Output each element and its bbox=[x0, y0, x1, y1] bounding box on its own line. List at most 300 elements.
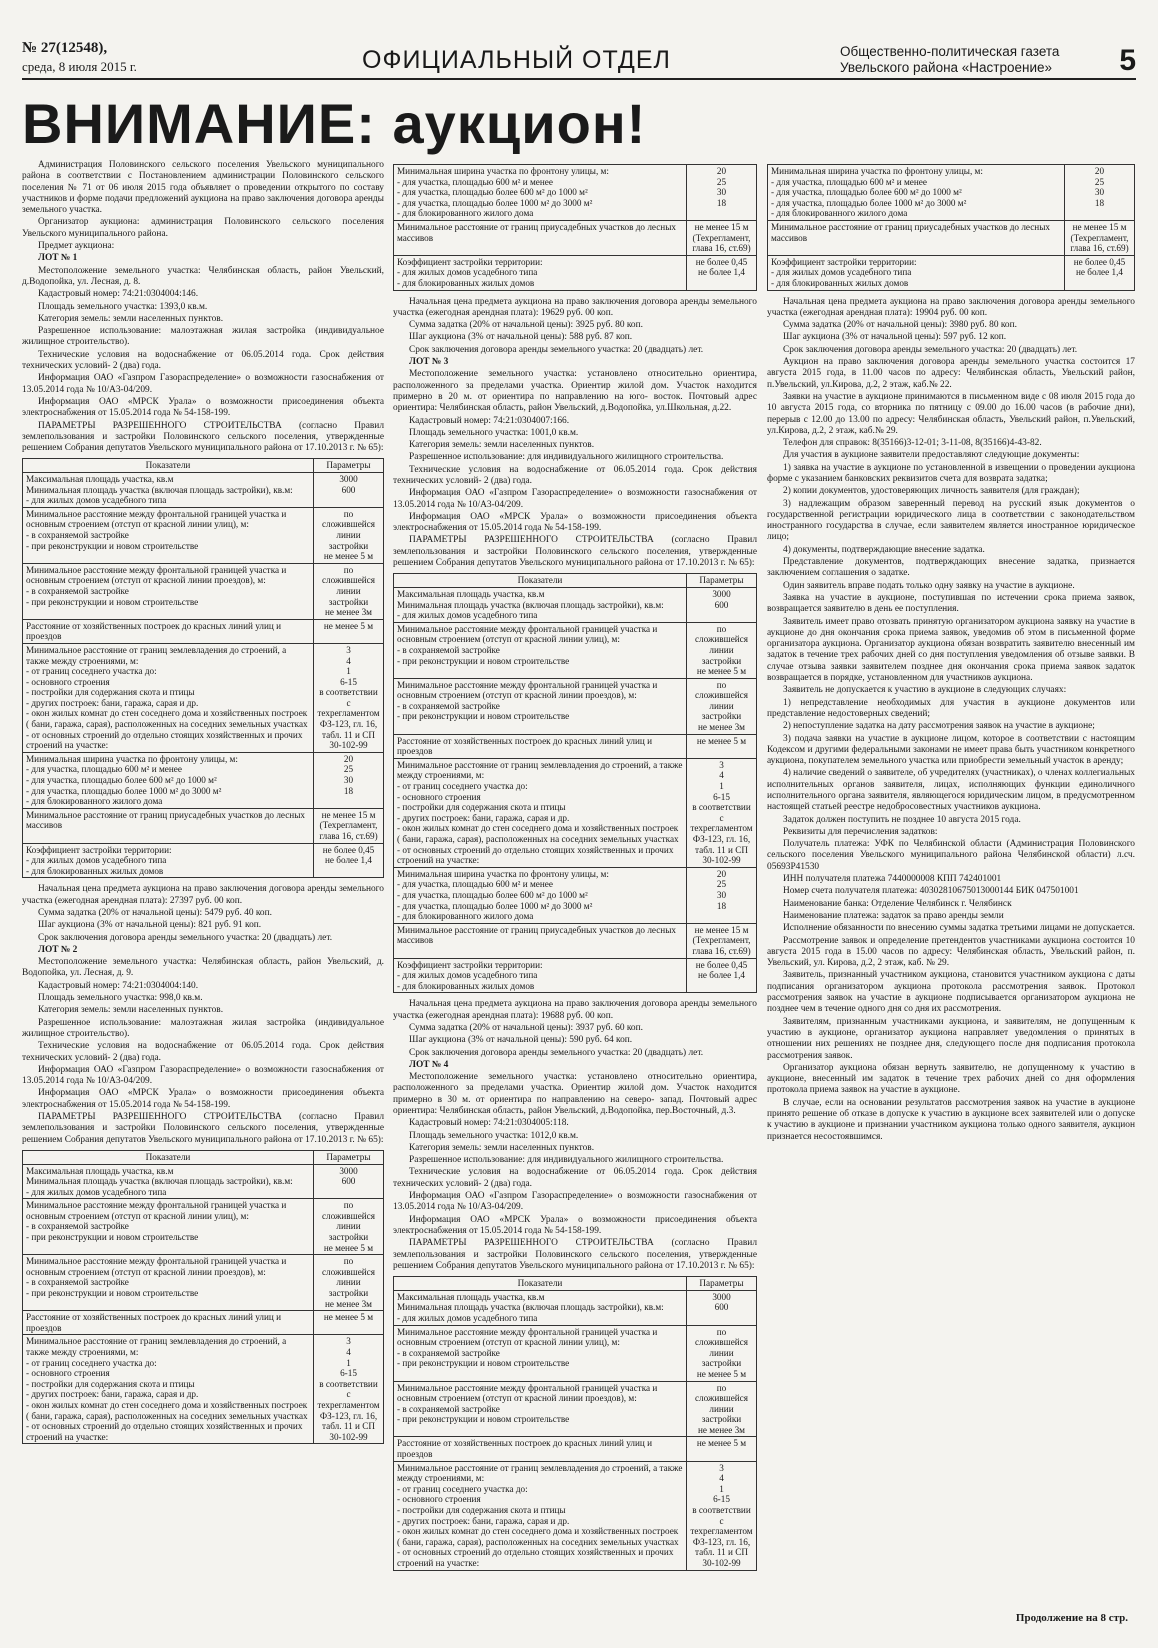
table-cell-line: - для участка, площадью более 1000 м² до 3000 м² bbox=[397, 197, 593, 208]
table-value-cell bbox=[687, 1325, 757, 1381]
table-cell-line: не менее 5 м bbox=[323, 1312, 374, 1323]
paper-name-line2: Увельского района «Настроение» bbox=[840, 60, 1053, 75]
table-cell-line: - для участка, площадью 600 м² и менее bbox=[26, 764, 182, 775]
auction-paragraph: 4) наличие сведений о заявителе, об учредителях (участниках), о членах коллегиальных исполнительных органов заявителя, лицах, исполняющих функции единоличного исполнительного органа заявителя, являющегося юридическим лицом, в предусмотренном настоящей статьей реестре недобросовестных участников аукциона. bbox=[767, 768, 1135, 813]
table-cell-line: 600 bbox=[714, 1302, 729, 1313]
table-row bbox=[394, 1290, 757, 1325]
table-cell-line: Минимальное расстояние между фронтальной границей участка и основным строением (отступ от красной линии проездов), м: bbox=[397, 1382, 658, 1404]
table-cell-line: - окон жилых комнат до стен соседнего дома и хозяйственных построек ( бани, гаража, сарая), расположенных на соседних земельных участках bbox=[397, 1526, 679, 1547]
table-cell-line: не менее 5 м bbox=[696, 1368, 747, 1379]
table-cell-line: 3000 bbox=[339, 1165, 358, 1176]
issue-number: № 27(12548), bbox=[22, 40, 108, 56]
table-row bbox=[23, 563, 384, 619]
table-row bbox=[768, 220, 1135, 255]
deposit-paragraph: Сумма задатка (20% от начальной цены): 3925 руб. 80 коп. bbox=[409, 320, 643, 331]
auction-paragraph: 3) подача заявки на участие в аукционе лицом, которое в соответствии с настоящим Кодексом и другими федеральными законами не имеет права быть участником конкретного аукциона, покупателем земельного участка или приобрести земельный участок в аренду; bbox=[767, 733, 1135, 767]
price-paragraph: Начальная цена предмета аукциона на право заключения договора аренды земельного участка (ежегодная арендная плата): 19904 руб. 00 коп. bbox=[767, 296, 1135, 318]
table-label-cell bbox=[394, 1461, 687, 1570]
table-row bbox=[23, 1255, 384, 1311]
auction-paragraph: Реквизиты для перечисления задатков: bbox=[783, 826, 938, 837]
table-label-cell bbox=[768, 255, 1065, 290]
table-cell-line: Минимальная площадь участка (включая площадь застройки), кв.м: bbox=[26, 1176, 293, 1187]
table-cell-line: 6-15 bbox=[340, 676, 357, 687]
table-label-cell bbox=[394, 1325, 687, 1381]
auction-paragraph: Заявитель не допускается к участию в аукционе в следующих случаях: bbox=[783, 685, 1067, 696]
intro-paragraph: Предмет аукциона: bbox=[38, 241, 115, 252]
table-cell-line: 3 bbox=[719, 1462, 724, 1473]
table-cell-line: не менее 3м bbox=[698, 1424, 745, 1435]
table-cell-line: Минимальная ширина участка по фронтону улицы, м: bbox=[397, 166, 609, 176]
table-cell-line: Минимальная ширина участка по фронтону улицы, м: bbox=[771, 166, 983, 176]
table-cell-line: Минимальное расстояние между фронтальной границей участка и основным строением (отступ от красной линии проездов), м: bbox=[397, 679, 658, 701]
auction-paragraph: Заявителям, признанным участниками аукциона, и заявителям, не допущенным к участию в аукционе, организатор аукциона направляет уведомления о принятых в отношении них решениях не позднее дня, следующего после дня подписания протокола рассмотрения заявок. bbox=[767, 1016, 1135, 1061]
table-cell-line: Минимальная площадь участка (включая площадь застройки), кв.м: bbox=[397, 1302, 664, 1313]
table-cell-line: - постройки для содержания скота и птицы bbox=[397, 1505, 566, 1516]
auction-paragraph: Аукцион на право заключения договора аренды земельного участка состоится 17 августа 2015 года, в 11.00 часов по адресу: Челябинская область, Увельский район, п.Увельский, ул.Кирова, д.2, 2 этаж, каб.№ 22. bbox=[767, 357, 1135, 390]
table-cell-line: - основного строения bbox=[26, 676, 110, 687]
lot-paragraph: Площадь земельного участка: 1012,0 кв.м. bbox=[409, 1130, 579, 1141]
table-cell-line: 600 bbox=[714, 599, 729, 610]
table-cell-line: - в сохраняемой застройке bbox=[26, 585, 129, 596]
table-cell-line: Минимальное расстояние от границ приусадебных участков до лесных массивов bbox=[397, 221, 676, 243]
table-value-cell bbox=[314, 1199, 384, 1255]
auction-paragraph: Организатор аукциона обязан вернуть заявителю, не допущенному к участию в аукционе, внесенный им задаток в течение трех рабочих дней со дня оформления протокола приема заявок на участие в аукционе. bbox=[767, 1062, 1135, 1096]
lot-paragraph: Кадастровый номер: 74:21:0304004:146. bbox=[38, 289, 199, 300]
lot-3-after bbox=[393, 999, 757, 1058]
params-table bbox=[767, 164, 1135, 291]
table-label-cell bbox=[23, 1164, 314, 1199]
step-paragraph: Шаг аукциона (3% от начальной цены): 821 руб. 91 коп. bbox=[38, 920, 262, 931]
table-cell-line: 6-15 bbox=[713, 791, 730, 802]
table-cell-line: Коэффициент застройки территории: bbox=[771, 256, 917, 267]
intro-paragraph: Организатор аукциона: администрация Половинского сельского поселения Увельского муниципального района. bbox=[22, 217, 384, 239]
table-label-cell bbox=[394, 867, 687, 923]
table-row bbox=[23, 459, 384, 473]
table-row bbox=[23, 619, 384, 643]
table-value-cell bbox=[687, 678, 757, 734]
table-cell-line: - для жилых домов усадебного типа bbox=[26, 855, 167, 866]
table-row bbox=[394, 622, 757, 678]
table-value-cell bbox=[314, 808, 384, 843]
table-value-cell bbox=[687, 867, 757, 923]
table-cell-line: не более 0,45 bbox=[1073, 256, 1126, 267]
params-table bbox=[393, 1276, 757, 1570]
params-table bbox=[22, 1150, 384, 1444]
table-cell-line: - постройки для содержания скота и птицы bbox=[397, 802, 566, 813]
table-cell-line: Параметры bbox=[699, 575, 744, 586]
table-value-cell bbox=[687, 1290, 757, 1325]
table-cell-line: Минимальная ширина участка по фронтону улицы, м: bbox=[397, 868, 609, 879]
table-value-cell bbox=[687, 1381, 757, 1437]
lot-1-params-table bbox=[22, 458, 384, 878]
table-header-cell bbox=[687, 574, 757, 588]
term-paragraph: Срок заключения договора аренды земельного участка: 20 (двадцать) лет. bbox=[783, 344, 1078, 355]
table-value-cell bbox=[314, 1335, 384, 1444]
auction-paragraph: 2) копии документов, удостоверяющих личность заявителя (для граждан); bbox=[783, 486, 1080, 497]
table-value-cell bbox=[687, 622, 757, 678]
lot-paragraph: Информация ОАО «МРСК Урала» о возможности присоединения объекта электроснабжения от 15.05.2014 года № 54-158-199. bbox=[393, 511, 757, 534]
auction-paragraph: Заявка на участие в аукционе, поступившая по истечении срока приема заявок, возвращается заявителю в день ее поступления. bbox=[767, 592, 1135, 615]
lot-2-params-table-continued bbox=[393, 164, 757, 291]
table-cell-line: - для блокированных жилых домов bbox=[26, 865, 164, 876]
table-cell-line: Параметры bbox=[326, 460, 371, 471]
table-cell-line: 20 bbox=[343, 753, 354, 764]
table-cell-line: - при реконструкции и новом строительстве bbox=[26, 1288, 199, 1299]
lot-2-text bbox=[22, 957, 384, 1146]
table-cell-line: Показатели bbox=[145, 460, 191, 471]
table-row bbox=[23, 752, 384, 808]
params-table bbox=[393, 573, 757, 993]
column-2 bbox=[393, 160, 757, 1635]
table-cell-line: по сложившейся линии застройки bbox=[321, 508, 375, 551]
table-cell-line: Максимальная площадь участка, кв.м bbox=[26, 1165, 174, 1176]
table-cell-line: 30 bbox=[1094, 187, 1105, 198]
table-cell-line: - от границ соседнего участка до: bbox=[26, 1357, 157, 1368]
auction-paragraph: Представление документов, подтверждающих внесение задатка, признается заключением соглашения о задатке. bbox=[767, 557, 1135, 579]
table-cell-line: - для жилых домов усадебного типа bbox=[771, 267, 912, 278]
auction-paragraph: 1) заявка на участие в аукционе по установленной в извещении о проведении аукциона форме с указанием банковских реквизитов счета для возврата задатка; bbox=[767, 462, 1135, 484]
table-row bbox=[394, 165, 757, 221]
table-cell-line: Минимальное расстояние от границ приусадебных участков до лесных массивов bbox=[26, 809, 305, 831]
table-value-cell bbox=[687, 587, 757, 622]
table-cell-line: - основного строения bbox=[397, 791, 481, 802]
table-cell-line: - для жилых домов усадебного типа bbox=[397, 1312, 538, 1323]
table-cell-line: не более 1,4 bbox=[698, 267, 745, 278]
table-cell-line: Показатели bbox=[517, 1278, 563, 1289]
table-label-cell bbox=[394, 734, 687, 758]
table-cell-line: - для жилых домов усадебного типа bbox=[397, 267, 538, 278]
table-cell-line: Коэффициент застройки территории: bbox=[397, 256, 543, 267]
table-cell-line: Расстояние от хозяйственных построек до красных линий улиц и проездов bbox=[397, 735, 653, 757]
term-paragraph: Срок заключения договора аренды земельного участка: 20 (двадцать) лет. bbox=[409, 344, 704, 355]
table-row bbox=[394, 758, 757, 867]
table-label-cell bbox=[23, 507, 314, 563]
table-row bbox=[394, 923, 757, 958]
table-cell-line: Минимальное расстояние от границ приусадебных участков до лесных массивов bbox=[771, 221, 1050, 243]
table-cell-line: не менее 5 м bbox=[323, 1242, 374, 1253]
table-cell-line: - для участка, площадью более 600 м² до 1000 м² bbox=[26, 775, 217, 786]
table-cell-line: Минимальная площадь участка (включая площадь застройки), кв.м: bbox=[397, 599, 664, 610]
table-cell-line: - от границ соседнего участка до: bbox=[397, 781, 528, 792]
table-cell-line: Коэффициент застройки территории: bbox=[397, 959, 543, 970]
table-header-cell bbox=[394, 574, 687, 588]
table-cell-line: - при реконструкции и новом строительстве bbox=[26, 1232, 199, 1243]
table-cell-line: Минимальное расстояние между фронтальной границей участка и основным строением (отступ от красной линии проездов), м: bbox=[26, 1256, 287, 1277]
lot-4-after bbox=[767, 297, 1135, 356]
paper-name bbox=[840, 44, 1059, 76]
table-value-cell bbox=[687, 1437, 757, 1461]
table-cell-line: 3 bbox=[346, 1336, 351, 1347]
table-label-cell bbox=[394, 165, 687, 221]
table-cell-line: 600 bbox=[341, 1176, 356, 1187]
table-cell-line: по сложившейся линии застройки bbox=[694, 623, 748, 666]
table-cell-line: не менее 5 м bbox=[323, 551, 374, 562]
table-cell-line: - в сохраняемой застройке bbox=[26, 1221, 129, 1232]
table-value-cell bbox=[314, 843, 384, 878]
lot-paragraph: Технические условия на водоснабжение от 06.05.2014 года. Срок действия технических условий- 2 (два) года. bbox=[22, 1041, 384, 1063]
table-cell-line: - для блокированного жилого дома bbox=[397, 911, 534, 922]
table-cell-line: Минимальное расстояние между фронтальной границей участка и основным строением (отступ от красной линии улиц), м: bbox=[397, 623, 658, 645]
table-cell-line: Минимальная площадь участка (включая площадь застройки), кв.м: bbox=[26, 484, 293, 495]
auction-paragraph: 1) непредставление необходимых для участия в аукционе документов или представление недостоверных сведений; bbox=[767, 697, 1135, 719]
table-row bbox=[394, 1325, 757, 1381]
table-value-cell bbox=[687, 734, 757, 758]
table-value-cell bbox=[687, 758, 757, 867]
table-row bbox=[23, 808, 384, 843]
lot-paragraph: Категория земель: земли населенных пунктов. bbox=[409, 440, 595, 451]
table-row bbox=[394, 1381, 757, 1437]
table-value-cell bbox=[1065, 220, 1135, 255]
lot-paragraph: Технические условия на водоснабжение от 06.05.2014 года. Срок действия технических условий- 2 (два) года. bbox=[22, 349, 384, 372]
lot-paragraph: Местоположение земельного участка: установлено относительно ориентира, расположенного за пределами участка. Ориентир жилой дом. Участок находится примерно в 20 м. от ориентира по направлению на юго- восток. Почтовый адрес ориентира: Челябинская область, район Увельский, д.Водопойка, ул.Школьная, д.22. bbox=[393, 369, 757, 414]
lot-2-params-table bbox=[22, 1150, 384, 1444]
table-label-cell bbox=[23, 473, 314, 508]
lot-paragraph: Технические условия на водоснабжение от 06.05.2014 года. Срок действия технических условий- 2 (два) года. bbox=[393, 464, 757, 486]
table-label-cell bbox=[23, 1335, 314, 1444]
lot-paragraph: Разрешенное использование: для индивидуального жилищного строительства. bbox=[409, 1155, 724, 1166]
table-cell-line: Минимальное расстояние между фронтальной границей участка и основным строением (отступ от красной линии улиц), м: bbox=[397, 1326, 658, 1348]
table-cell-line: 30 bbox=[716, 889, 727, 900]
table-label-cell bbox=[23, 1311, 314, 1335]
table-cell-line: не менее 5 м bbox=[696, 735, 747, 746]
table-cell-line: 30 bbox=[716, 187, 727, 198]
table-cell-line: 4 bbox=[719, 770, 724, 781]
deposit-paragraph: Сумма задатка (20% от начальной цены): 3980 руб. 80 коп. bbox=[783, 320, 1017, 331]
table-cell-line: 30 bbox=[343, 775, 354, 786]
table-cell-line: - других построек: бани, гаража, сарая и др. bbox=[26, 697, 199, 708]
table-cell-line: - для блокированных жилых домов bbox=[771, 277, 909, 288]
lot-paragraph: Категория земель: земли населенных пунктов. bbox=[409, 1142, 595, 1153]
lot-paragraph: Местоположение земельного участка: установлено относительно ориентира, расположенного за пределами участка. Ориентир жилой дом. Участок находится примерно в 30 м. от ориентира по направлению на северо- запад. Почтовый адрес ориентира: Челябинская область, район Увельский, д.Водопойка, пер.Восточный, д.3. bbox=[393, 1072, 757, 1116]
table-label-cell bbox=[23, 563, 314, 619]
table-row bbox=[394, 220, 757, 255]
table-row bbox=[23, 473, 384, 508]
table-label-cell bbox=[394, 220, 687, 255]
lot-paragraph: Информация ОАО «Газпром Газораспределение» о возможности газоснабжения от 13.05.2014 года № 10/А3-04/209. bbox=[393, 1191, 757, 1213]
table-cell-line: 18 bbox=[343, 785, 354, 796]
table-cell-line: 1 bbox=[346, 1357, 351, 1368]
table-cell-line: 25 bbox=[716, 176, 727, 187]
table-value-cell bbox=[314, 619, 384, 643]
table-cell-line: - окон жилых комнат до стен соседнего дома и хозяйственных построек ( бани, гаража, сарая), расположенных на соседних земельных участках bbox=[26, 1399, 308, 1421]
issue-date: среда, 8 июля 2015 г. bbox=[22, 59, 137, 74]
lot-paragraph: Категория земель: земли населенных пунктов. bbox=[38, 1005, 224, 1016]
table-row bbox=[23, 843, 384, 878]
table-cell-line: 18 bbox=[716, 197, 727, 208]
auction-paragraph: Номер счета получателя платежа: 40302810675013000144 БИК 047501001 bbox=[783, 886, 1079, 897]
table-cell-line: - для участка, площадью 600 м² и менее bbox=[397, 176, 553, 187]
table-label-cell bbox=[394, 1381, 687, 1437]
lot-paragraph: Информация ОАО «Газпром Газораспределение» о возможности газоснабжения от 13.05.2014 года № 10/А3-04/209. bbox=[22, 373, 384, 395]
lot-paragraph: Местоположение земельного участка: Челябинская область, район Увельский, д.Водопойка, ул. Лесная, д. 8. bbox=[22, 265, 384, 287]
table-label-cell bbox=[394, 622, 687, 678]
table-cell-line: Минимальная ширина участка по фронтону улицы, м: bbox=[26, 753, 238, 764]
table-cell-line: - для блокированного жилого дома bbox=[26, 796, 163, 807]
lot-paragraph: Разрешенное использование: для индивидуального жилищного строительства. bbox=[409, 452, 724, 463]
table-header-cell bbox=[687, 1277, 757, 1291]
table-cell-line: - для участка, площадью более 1000 м² до 3000 м² bbox=[397, 900, 593, 911]
table-value-cell bbox=[687, 255, 757, 290]
lot-paragraph: ПАРАМЕТРЫ РАЗРЕШЕННОГО СТРОИТЕЛЬСТВА (согласно Правил землепользования и застройки Половинского сельского поселения, утвержденные решением Собрания депутатов Увельского муниципального района от 17.10.2013 г. № 65): bbox=[393, 1238, 757, 1271]
auction-paragraph: 2) непоступление задатка на дату рассмотрения заявок на участие в аукционе; bbox=[783, 721, 1095, 732]
table-value-cell bbox=[1065, 165, 1135, 221]
table-cell-line: Расстояние от хозяйственных построек до красных линий улиц и проездов bbox=[26, 620, 282, 642]
table-cell-line: 3000 bbox=[712, 1291, 731, 1302]
lot-paragraph: Информация ОАО «МРСК Урала» о возможности присоединения объекта электроснабжения от 15.05.2014 года № 54-158-199. bbox=[393, 1214, 757, 1236]
table-cell-line: 4 bbox=[346, 1347, 351, 1358]
table-cell-line: 1 bbox=[719, 781, 724, 792]
params-table bbox=[393, 164, 757, 291]
table-row bbox=[23, 507, 384, 563]
table-label-cell bbox=[394, 1290, 687, 1325]
paper-name-line1: Общественно-политическая газета bbox=[840, 44, 1060, 59]
lot-paragraph: ПАРАМЕТРЫ РАЗРЕШЕННОГО СТРОИТЕЛЬСТВА (согласно Правил землепользования и застройки Половинского сельского поселения, утвержденные решением Собрания депутатов Увельского муниципального района от 17.10.2013 г. № 65): bbox=[22, 420, 384, 454]
table-cell-line: по сложившейся линии застройки bbox=[694, 1382, 748, 1425]
table-value-cell bbox=[687, 958, 757, 993]
table-cell-line: по сложившейся линии застройки bbox=[321, 1256, 375, 1299]
table-cell-line: Показатели bbox=[517, 575, 563, 586]
lot-4-title: ЛОТ № 4 bbox=[409, 1059, 449, 1070]
table-cell-line: - в сохраняемой застройке bbox=[397, 644, 500, 655]
lot-paragraph: Категория земель: земли населенных пунктов. bbox=[38, 313, 224, 324]
table-label-cell bbox=[768, 165, 1065, 221]
table-cell-line: - окон жилых комнат до стен соседнего дома и хозяйственных построек ( бани, гаража, сарая), расположенных на соседних земельных участках bbox=[397, 823, 679, 845]
table-cell-line: Минимальное расстояние от границ землевладения до строений, а также между строениями, м: bbox=[26, 644, 287, 666]
table-cell-line: не менее 15 м (Техрегламент, глава 16, ст.69) bbox=[692, 221, 751, 254]
table-cell-line: - для блокированного жилого дома bbox=[771, 208, 908, 219]
table-cell-line: 3000 bbox=[712, 588, 731, 599]
table-cell-line: - при реконструкции и новом строительстве bbox=[26, 540, 199, 551]
lot-paragraph: Информация ОАО «Газпром Газораспределение» о возможности газоснабжения от 13.05.2014 года № 10/А3-04/209. bbox=[22, 1064, 384, 1087]
table-value-cell bbox=[687, 923, 757, 958]
table-cell-line: 20 bbox=[716, 868, 727, 879]
table-label-cell bbox=[394, 958, 687, 993]
table-row bbox=[394, 1437, 757, 1461]
table-label-cell bbox=[23, 752, 314, 808]
table-cell-line: Минимальное расстояние от границ землевладения до строений, а также между строениями, м: bbox=[397, 1462, 683, 1484]
auction-paragraph: Заявитель имеет право отозвать принятую организатором аукциона заявку на участие в аукционе до дня окончания срока приема заявок, уведомив об этом в письменной форме организатора аукциона. Организатор аукциона обязан возвратить заявителю внесенный им задаток в течение трех рабочих дней со дня поступления уведомления об отзыве заявки. В случае отзыва заявки заявителем позднее дня окончания срока приема заявок задаток возвращается в порядке, установленном для участников аукциона. bbox=[767, 616, 1135, 684]
table-cell-line: - при реконструкции и новом строительстве bbox=[397, 711, 570, 722]
table-cell-line: - других построек: бани, гаража, сарая и др. bbox=[397, 812, 570, 823]
table-value-cell bbox=[314, 563, 384, 619]
table-label-cell bbox=[23, 1199, 314, 1255]
table-cell-line: - в сохраняемой застройке bbox=[397, 1347, 500, 1358]
table-row bbox=[394, 574, 757, 588]
table-cell-line: - для участка, площадью более 600 м² до 1000 м² bbox=[397, 889, 588, 900]
table-cell-line: 25 bbox=[716, 879, 727, 890]
table-label-cell bbox=[394, 678, 687, 734]
table-cell-line: не менее 5 м bbox=[696, 1438, 747, 1449]
table-cell-line: Минимальное расстояние между фронтальной границей участка и основным строением (отступ от красной линии проездов), м: bbox=[26, 564, 287, 586]
deposit-paragraph: Сумма задатка (20% от начальной цены): 5479 руб. 40 коп. bbox=[38, 907, 272, 918]
lot-paragraph: Площадь земельного участка: 1393,0 кв.м. bbox=[38, 301, 208, 312]
table-cell-line: - для участка, площадью 600 м² и менее bbox=[397, 879, 553, 890]
table-cell-line: 3 bbox=[719, 759, 724, 770]
term-paragraph: Срок заключения договора аренды земельного участка: 20 (двадцать) лет. bbox=[409, 1047, 704, 1058]
table-cell-line: не менее 15 м (Техрегламент, глава 16, ст.69) bbox=[1070, 221, 1129, 254]
table-cell-line: - при реконструкции и новом строительстве bbox=[397, 1414, 570, 1425]
continue-note: Продолжение на 8 стр. bbox=[1015, 1612, 1128, 1624]
table-cell-line: по сложившейся линии застройки bbox=[694, 1326, 748, 1369]
price-paragraph: Начальная цена предмета аукциона на право заключения договора аренды земельного участка (ежегодная арендная плата): 19629 руб. 00 коп. bbox=[393, 296, 757, 318]
table-cell-line: в соответствии с техрегламентом ФЗ-123, гл. 16, табл. 11 и СП 30-102-99 bbox=[317, 687, 380, 751]
table-cell-line: 6-15 bbox=[713, 1494, 730, 1505]
auction-paragraph: Телефон для справок: 8(35166)3-12-01; 3-11-08, 8(35166)4-43-82. bbox=[783, 438, 1042, 449]
table-cell-line: 3000 bbox=[339, 474, 358, 485]
intro-paragraph: Администрация Половинского сельского поселения Увельского муниципального района в соответствии с Постановлением администрации Половинского сельского поселения № 71 от 06 июля 2015 года объявляет о проведении открытого по составу участников и форме подачи предложений аукциона на право заключения договора аренды земельного участка. bbox=[22, 160, 384, 216]
table-row bbox=[394, 255, 757, 290]
auction-paragraph: Исполнение обязанности по внесению суммы задатка третьими лицами не допускается. bbox=[783, 923, 1135, 934]
headline: ВНИМАНИЕ: аукцион! bbox=[22, 92, 647, 155]
table-cell-line: - других построек: бани, гаража, сарая и др. bbox=[397, 1515, 570, 1526]
table-cell-line: - при реконструкции и новом строительстве bbox=[26, 596, 199, 607]
table-cell-line: - для блокированных жилых домов bbox=[397, 980, 535, 991]
table-cell-line: Минимальное расстояние между фронтальной границей участка и основным строением (отступ от красной линии улиц), м: bbox=[26, 508, 287, 530]
table-cell-line: - для участка, площадью более 600 м² до 1000 м² bbox=[771, 187, 962, 198]
table-cell-line: - постройки для содержания скота и птицы bbox=[26, 1378, 195, 1389]
table-cell-line: Максимальная площадь участка, кв.м bbox=[397, 1291, 545, 1302]
table-label-cell bbox=[23, 843, 314, 878]
table-row bbox=[394, 734, 757, 758]
lot-3-params-table bbox=[393, 573, 757, 993]
lot-1-after bbox=[22, 884, 384, 943]
column-1 bbox=[22, 160, 384, 1635]
table-cell-line: Параметры bbox=[326, 1151, 371, 1162]
table-cell-line: Коэффициент застройки территории: bbox=[26, 844, 172, 855]
table-header-cell bbox=[314, 459, 384, 473]
auction-terms bbox=[767, 357, 1135, 1143]
table-cell-line: - для участка, площадью 600 м² и менее bbox=[771, 176, 927, 187]
table-row bbox=[394, 958, 757, 993]
lot-paragraph: Кадастровый номер: 74:21:0304007:166. bbox=[409, 415, 570, 426]
table-cell-line: - в сохраняемой застройке bbox=[397, 1403, 500, 1414]
table-row bbox=[394, 678, 757, 734]
table-cell-line: - других построек: бани, гаража, сарая и др. bbox=[26, 1389, 199, 1400]
table-cell-line: - в сохраняемой застройке bbox=[26, 529, 129, 540]
table-value-cell bbox=[314, 1311, 384, 1335]
table-cell-line: 4 bbox=[719, 1473, 724, 1484]
table-cell-line: Минимальное расстояние от границ землевладения до строений, а также между строениями, м: bbox=[26, 1336, 287, 1358]
table-row bbox=[23, 643, 384, 752]
auction-paragraph: Задаток должен поступить не позднее 10 августа 2015 года. bbox=[783, 814, 1021, 825]
table-cell-line: 20 bbox=[716, 166, 727, 176]
table-cell-line: 18 bbox=[1094, 197, 1105, 208]
table-cell-line: - для жилых домов усадебного типа bbox=[397, 610, 538, 621]
table-cell-line: в соответствии с техрегламентом ФЗ-123, гл. 16, табл. 11 и СП 30-102-99 bbox=[690, 802, 753, 866]
table-row bbox=[23, 1199, 384, 1255]
lot-paragraph: Кадастровый номер: 74:21:0304004:140. bbox=[38, 980, 199, 991]
table-row bbox=[23, 1150, 384, 1164]
table-row bbox=[394, 1461, 757, 1570]
auction-paragraph: Для участия в аукционе заявители предоставляют следующие документы: bbox=[783, 450, 1080, 461]
table-cell-line: - для участка, площадью более 600 м² до 1000 м² bbox=[397, 187, 588, 198]
table-cell-line: - для участка, площадью более 1000 м² до 3000 м² bbox=[771, 197, 967, 208]
table-label-cell bbox=[394, 587, 687, 622]
auction-paragraph: Рассмотрение заявок и определение претендентов участниками аукциона состоится 10 августа 2015 года в 15.00 часов по адресу: Челябинская область, Увельский район, п. Увельский, ул. Кирова, д.2, 2 этаж, каб. № 29. bbox=[767, 935, 1135, 969]
table-value-cell bbox=[314, 1255, 384, 1311]
table-cell-line: - от основных строений до отдельно стоящих хозяйственных и прочих строений на участке: bbox=[26, 729, 303, 751]
table-cell-line: - от основных строений до отдельно стоящих хозяйственных и прочих строений на участке: bbox=[26, 1421, 303, 1442]
table-cell-line: не более 1,4 bbox=[1076, 267, 1123, 278]
table-cell-line: 1 bbox=[719, 1483, 724, 1494]
table-label-cell bbox=[394, 923, 687, 958]
table-cell-line: - при реконструкции и новом строительстве bbox=[397, 655, 570, 666]
table-cell-line: 25 bbox=[1094, 176, 1105, 187]
table-cell-line: - в сохраняемой застройке bbox=[397, 700, 500, 711]
table-value-cell bbox=[314, 507, 384, 563]
table-cell-line: - основного строения bbox=[397, 1494, 481, 1505]
table-row bbox=[394, 867, 757, 923]
